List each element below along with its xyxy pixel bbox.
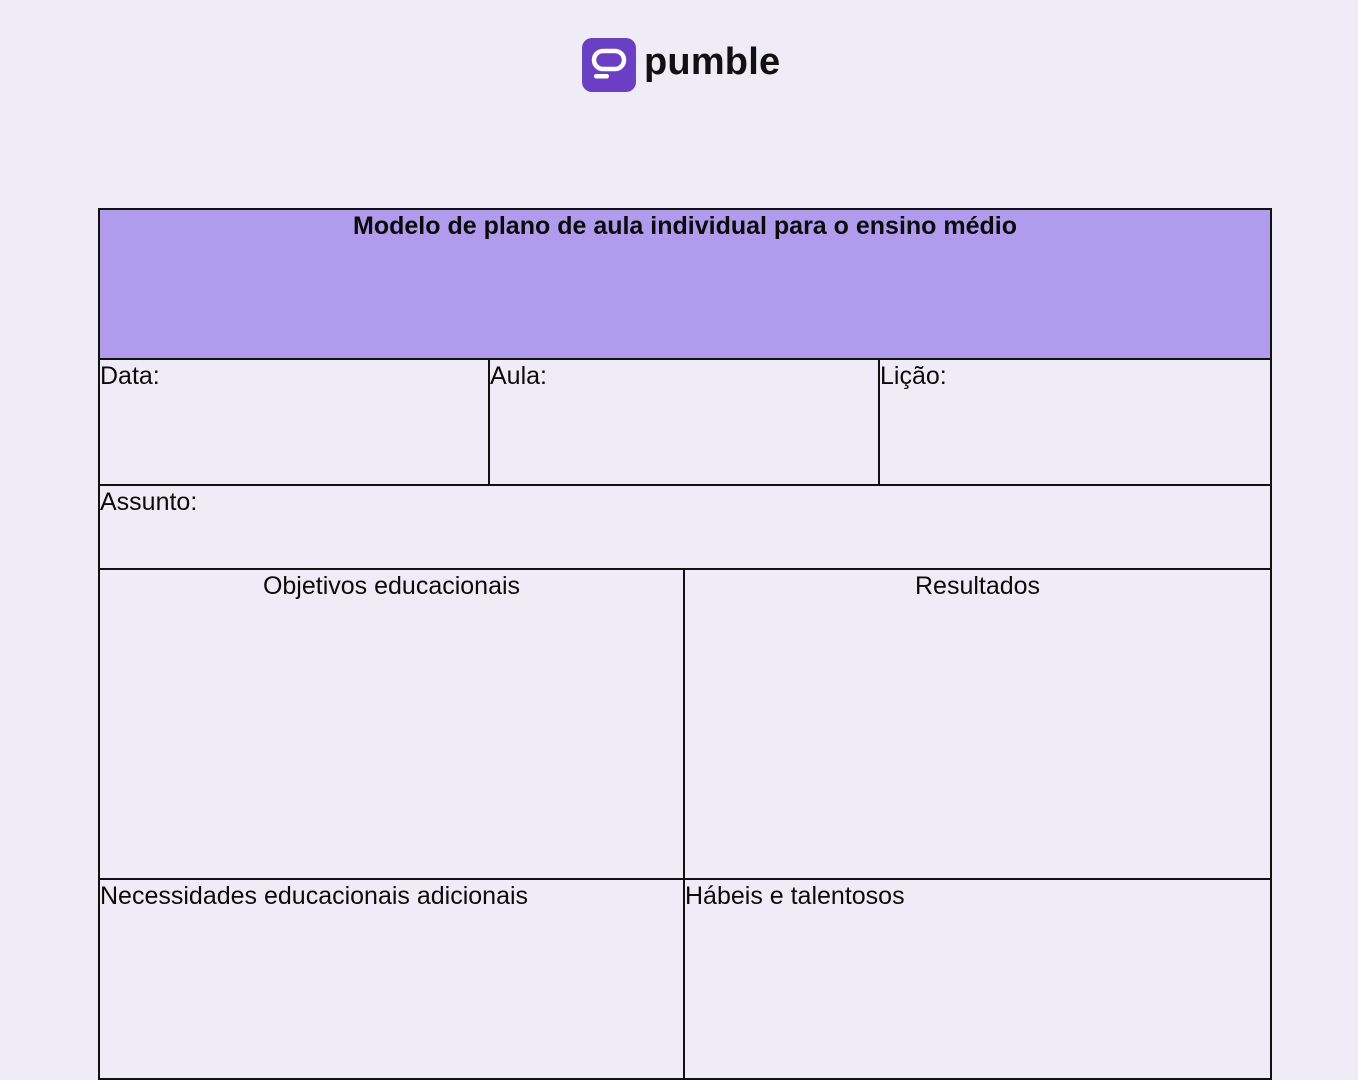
gifted-heading: Hábeis e talentosos xyxy=(685,882,905,910)
class-field[interactable] xyxy=(489,359,879,485)
lesson-plan-table xyxy=(98,208,1272,1080)
gifted-section[interactable] xyxy=(684,879,1271,1079)
pumble-logo-icon xyxy=(582,38,636,92)
additional-needs-section[interactable] xyxy=(99,879,684,1079)
class-label: Aula: xyxy=(490,362,547,390)
subject-label: Assunto: xyxy=(100,488,198,516)
results-heading: Resultados xyxy=(914,572,1041,600)
lesson-label: Lição: xyxy=(880,362,947,390)
results-section[interactable] xyxy=(684,569,1271,879)
plan-title: Modelo de plano de aula individual para o ensino médio xyxy=(99,209,1271,359)
date-field[interactable] xyxy=(99,359,489,485)
objectives-heading: Objetivos educacionais xyxy=(262,572,521,600)
date-label: Data: xyxy=(100,362,160,390)
additional-needs-heading: Necessidades educacionais adicionais xyxy=(100,882,529,910)
brand-name: pumble xyxy=(644,41,781,83)
objectives-section[interactable] xyxy=(99,569,684,879)
lesson-field[interactable] xyxy=(879,359,1271,485)
brand-header xyxy=(582,38,780,92)
subject-field[interactable] xyxy=(99,485,1271,569)
